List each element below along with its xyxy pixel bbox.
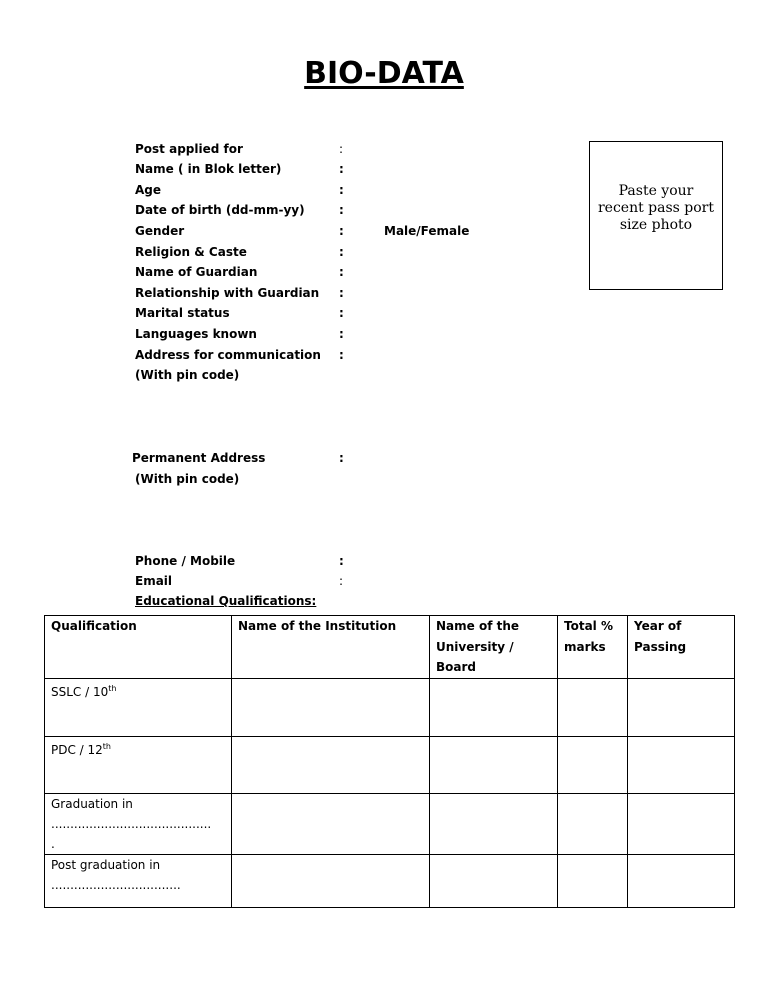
languages-colon: : <box>339 327 344 341</box>
name-colon: : <box>339 162 344 176</box>
email-colon: : <box>339 574 344 588</box>
languages-label: Languages known <box>135 327 257 341</box>
marital-status-label: Marital status <box>135 306 230 320</box>
dob-colon: : <box>339 203 344 217</box>
qualification-pdc <box>45 736 232 793</box>
name-label: Name ( in Blok letter) <box>135 162 282 176</box>
cell-university <box>430 736 558 793</box>
dob-label: Date of birth (dd-mm-yy) <box>135 203 305 217</box>
guardian-name-colon: : <box>339 265 344 279</box>
qualification-pdc-sup: th <box>102 741 112 751</box>
permanent-address-colon: : <box>339 451 344 465</box>
gender-options: Male/Female <box>384 224 470 238</box>
qualification-postgraduation-dots: .................................. <box>51 877 181 892</box>
cell-total <box>558 736 628 793</box>
photo-instruction: Paste your recent pass port size photo <box>597 183 715 233</box>
phone-label: Phone / Mobile <box>135 554 236 568</box>
cell-year <box>628 678 735 736</box>
header-qualification: Qualification <box>45 616 232 679</box>
guardian-relationship-label: Relationship with Guardian <box>135 286 320 300</box>
header-university-line1: Name of the <box>436 619 520 633</box>
table-row <box>45 736 735 793</box>
phone-colon: : <box>339 554 344 568</box>
religion-colon: : <box>339 245 344 259</box>
header-university <box>430 616 558 679</box>
header-total-line1: Total % <box>564 619 613 633</box>
comm-address-colon: : <box>339 348 344 362</box>
permanent-address-label: Permanent Address <box>132 451 266 465</box>
table-header-row <box>45 616 735 679</box>
marital-status-colon: : <box>339 306 344 320</box>
cell-university <box>430 793 558 854</box>
table-row <box>45 854 735 907</box>
cell-university <box>430 854 558 907</box>
cell-year <box>628 854 735 907</box>
page-title: BIO-DATA <box>304 56 464 91</box>
email-label: Email <box>135 574 173 588</box>
photo-box <box>589 141 723 290</box>
qualification-postgraduation <box>45 854 232 907</box>
qualification-sslc-label: SSLC / 10 <box>51 684 109 699</box>
cell-total <box>558 678 628 736</box>
qualification-graduation-dots: .......................................... <box>51 816 212 831</box>
cell-total <box>558 854 628 907</box>
post-applied-label: Post applied for <box>135 142 243 156</box>
table-row <box>45 678 735 736</box>
cell-year <box>628 736 735 793</box>
gender-label: Gender <box>135 224 185 238</box>
age-label: Age <box>135 183 162 197</box>
header-institution: Name of the Institution <box>232 616 430 679</box>
header-university-line3: Board <box>436 660 476 674</box>
guardian-relationship-colon: : <box>339 286 344 300</box>
header-year-line2: Passing <box>634 639 687 654</box>
qualification-sslc-sup: th <box>108 683 117 693</box>
header-year <box>628 616 735 679</box>
permanent-pincode-label: (With pin code) <box>135 472 240 486</box>
comm-pincode-label: (With pin code) <box>135 368 240 382</box>
header-year-line1: Year of <box>634 619 682 633</box>
qualification-graduation <box>45 793 232 854</box>
qualification-postgraduation-label: Post graduation in <box>51 857 161 872</box>
guardian-name-label: Name of Guardian <box>135 265 258 279</box>
cell-institution <box>232 793 430 854</box>
qualification-graduation-label: Graduation in <box>51 796 133 811</box>
religion-label: Religion & Caste <box>135 245 247 259</box>
gender-colon: : <box>339 224 344 238</box>
education-table <box>44 615 735 908</box>
post-applied-colon: : <box>339 142 344 156</box>
education-heading: Educational Qualifications: <box>135 594 317 608</box>
header-total-line2: marks <box>564 639 606 654</box>
qualification-pdc-label: PDC / 12 <box>51 742 103 757</box>
cell-total <box>558 793 628 854</box>
comm-address-label: Address for communication <box>135 348 321 362</box>
qualification-sslc <box>45 678 232 736</box>
header-university-line2: University / <box>436 639 514 654</box>
cell-institution <box>232 736 430 793</box>
cell-institution <box>232 678 430 736</box>
table-row <box>45 793 735 854</box>
cell-institution <box>232 854 430 907</box>
cell-university <box>430 678 558 736</box>
qualification-graduation-tail: . <box>51 836 55 851</box>
header-total-marks <box>558 616 628 679</box>
age-colon: : <box>339 183 344 197</box>
cell-year <box>628 793 735 854</box>
